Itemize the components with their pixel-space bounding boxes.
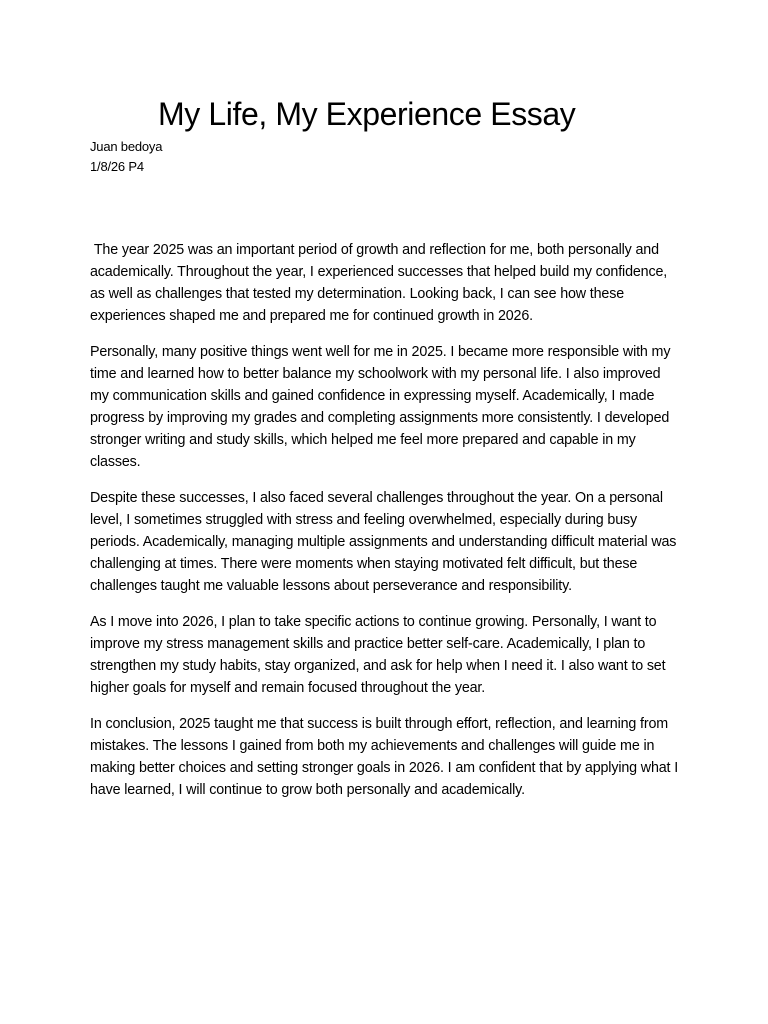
essay-title: My Life, My Experience Essay <box>158 96 576 132</box>
paragraph-plans: As I move into 2026, I plan to take specific actions to continue growing. Personally, I want to improve my stress management skills and practice better self-care. Academically, I plan to strengthen my study habits, stay organized, and ask for help when I need it. I also want to set higher goals for myself and remain focused throughout the year. <box>90 614 666 696</box>
author-name: Juan bedoya <box>90 139 163 154</box>
paragraph-conclusion: In conclusion, 2025 taught me that success is built through effort, reflection, and learning from mistakes. The lessons I gained from both my achievements and challenges will guide me in making better choices and setting stronger goals in 2026. I am confident that by applying what I have learned, I will continue to grow both personally and academically. <box>90 716 679 798</box>
date-period: 1/8/26 P4 <box>90 159 144 174</box>
paragraph-successes: Personally, many positive things went well for me in 2025. I became more responsible with my time and learned how to better balance my schoolwork with my personal life. I also improved my communication skills and gained confidence in expressing myself. Academically, I made progress by improving my grades and completing assignments more consistently. I developed stronger writing and study skills, which helped me feel more prepared and capable in my classes. <box>90 344 671 470</box>
paragraph-introduction: The year 2025 was an important period of growth and reflection for me, both personally and academically. Throughout the year, I experienced successes that helped build my confidence, as well as challenges that tested my determination. Looking back, I can see how these experiences shaped me and prepared me for continued growth in 2026. <box>90 242 671 324</box>
paragraph-challenges: Despite these successes, I also faced several challenges throughout the year. On a personal level, I sometimes struggled with stress and feeling overwhelmed, especially during busy periods. Academically, managing multiple assignments and understanding difficult material was challenging at times. There were moments when staying motivated felt difficult, but these challenges taught me valuable lessons about perseverance and responsibility. <box>90 490 677 594</box>
essay-header-meta <box>90 137 162 177</box>
essay-body <box>90 239 682 815</box>
